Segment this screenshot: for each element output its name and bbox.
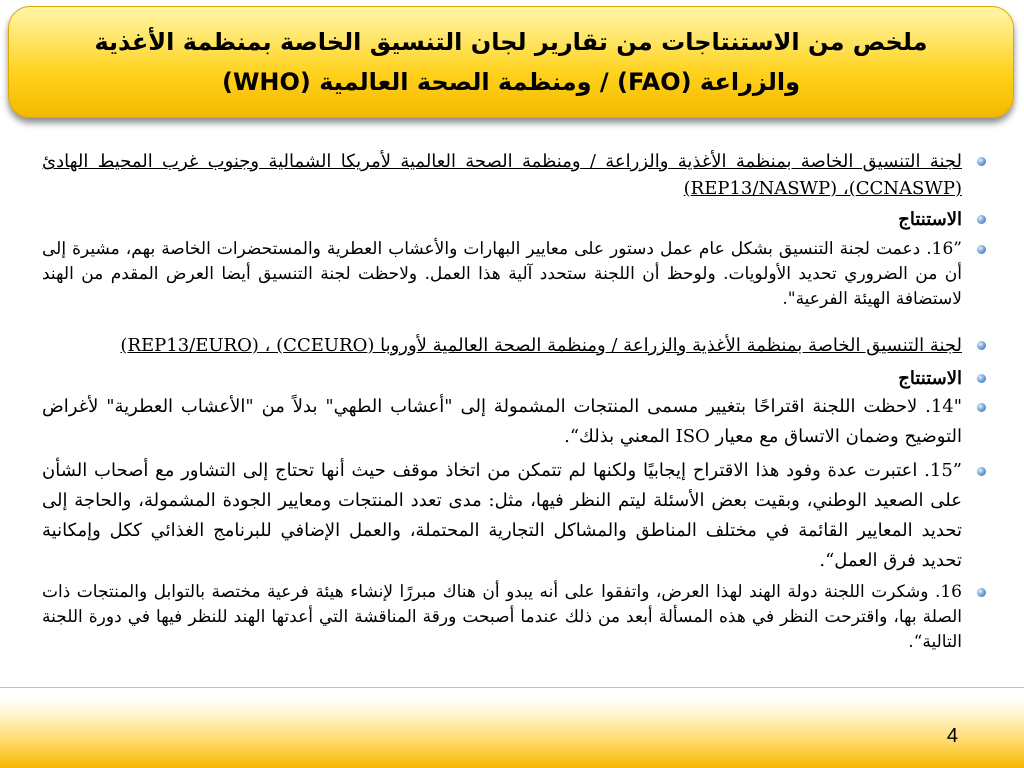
euro-paragraph-14 [42,392,988,452]
naswp-paragraph-16 [42,237,988,312]
euro-paragraph-15-text: ”15. اعتبرت عدة وفود هذا الاقتراح إيجابيًا ولكنها لم تتمكن من اتخاذ موقف حيث أنها تحتاج إلى التشاور مع أصحاب الشأن على الصعيد الوطني، وبقيت بعض الأسئلة ليتم النظر فيها، مثل: مدى تعدد المنتجات ومعايير الجودة المشمولة، والحاجة إلى تحديد المعايير القائمة في مختلف المناطق والمشاكل التجارية المحتملة، والعمل الإضافي للبرنامج الغذائي ككل وإمكانية تحديد فرق العمل“. [42,460,962,571]
committee-euro-heading-text: لجنة التنسيق الخاصة بمنظمة الأغذية والزراعة / ومنظمة الصحة العالمية لأوروبا (CCEURO) ، (REP13/EURO) [120,335,962,356]
bullet-icon [977,245,986,254]
slide-title-box [8,6,1014,118]
bullet-icon [977,157,986,166]
committee-naswp-heading [42,148,988,202]
bullet-icon [977,588,986,597]
page-number: 4 [946,725,958,747]
conclusion-heading-naswp-text: الاستنتاج [898,209,962,230]
slide-content [42,148,988,655]
slide-title: ملخص من الاستنتاجات من تقارير لجان التنسيق الخاصة بمنظمة الأغذية والزراعة (FAO) / ومنظمة الصحة العالمية (WHO) [94,28,928,96]
bullet-icon [977,341,986,350]
committee-naswp-heading-text: لجنة التنسيق الخاصة بمنظمة الأغذية والزراعة / ومنظمة الصحة العالمية لأمريكا الشمالية وجنوب غرب المحيط الهادئ (CCNASWP)، (REP13/NASWP) [42,151,962,199]
conclusion-heading-naswp [42,206,988,233]
bullet-icon [977,374,986,383]
committee-euro-heading [42,332,988,359]
bullet-icon [977,467,986,476]
naswp-paragraph-16-text: ”16. دعمت لجنة التنسيق بشكل عام عمل دستور على معايير البهارات والأعشاب العطرية والمستحضرات الخاصة بهم، مشيرة إلى أن من الضروري تحديد الأولويات. ولوحظ أن اللجنة ستحدد آلية هذا العمل. ولاحظت لجنة التنسيق أيضا العرض المقدم من الهند لاستضافة الهيئة الفرعية". [42,239,962,309]
euro-paragraph-16-text: 16. وشكرت اللجنة دولة الهند لهذا العرض، واتفقوا على أنه يبدو أن هناك مبررًا لإنشاء هيئة فرعية مختصة بالتوابل والمنتجات ذات الصلة بها، واقترحت النظر في هذه المسألة أبعد من ذلك عندما أصبحت ورقة المناقشة التي أعدتها الهند للنظر فيها في دورة اللجنة التالية“. [42,582,962,652]
bullet-icon [977,215,986,224]
euro-paragraph-15 [42,456,988,576]
euro-paragraph-16 [42,580,988,655]
footer-divider [0,687,1024,688]
footer-band [0,698,1024,768]
conclusion-heading-euro-text: الاستنتاج [898,368,962,389]
bullet-icon [977,403,986,412]
euro-paragraph-14-text: "14. لاحظت اللجنة اقتراحًا بتغيير مسمى المنتجات المشمولة إلى "أعشاب الطهي" بدلاً من "الأعشاب العطرية" لأغراض التوضيح وضمان الاتساق مع معيار ISO المعني بذلك“. [42,396,962,447]
conclusion-heading-euro [42,365,988,392]
